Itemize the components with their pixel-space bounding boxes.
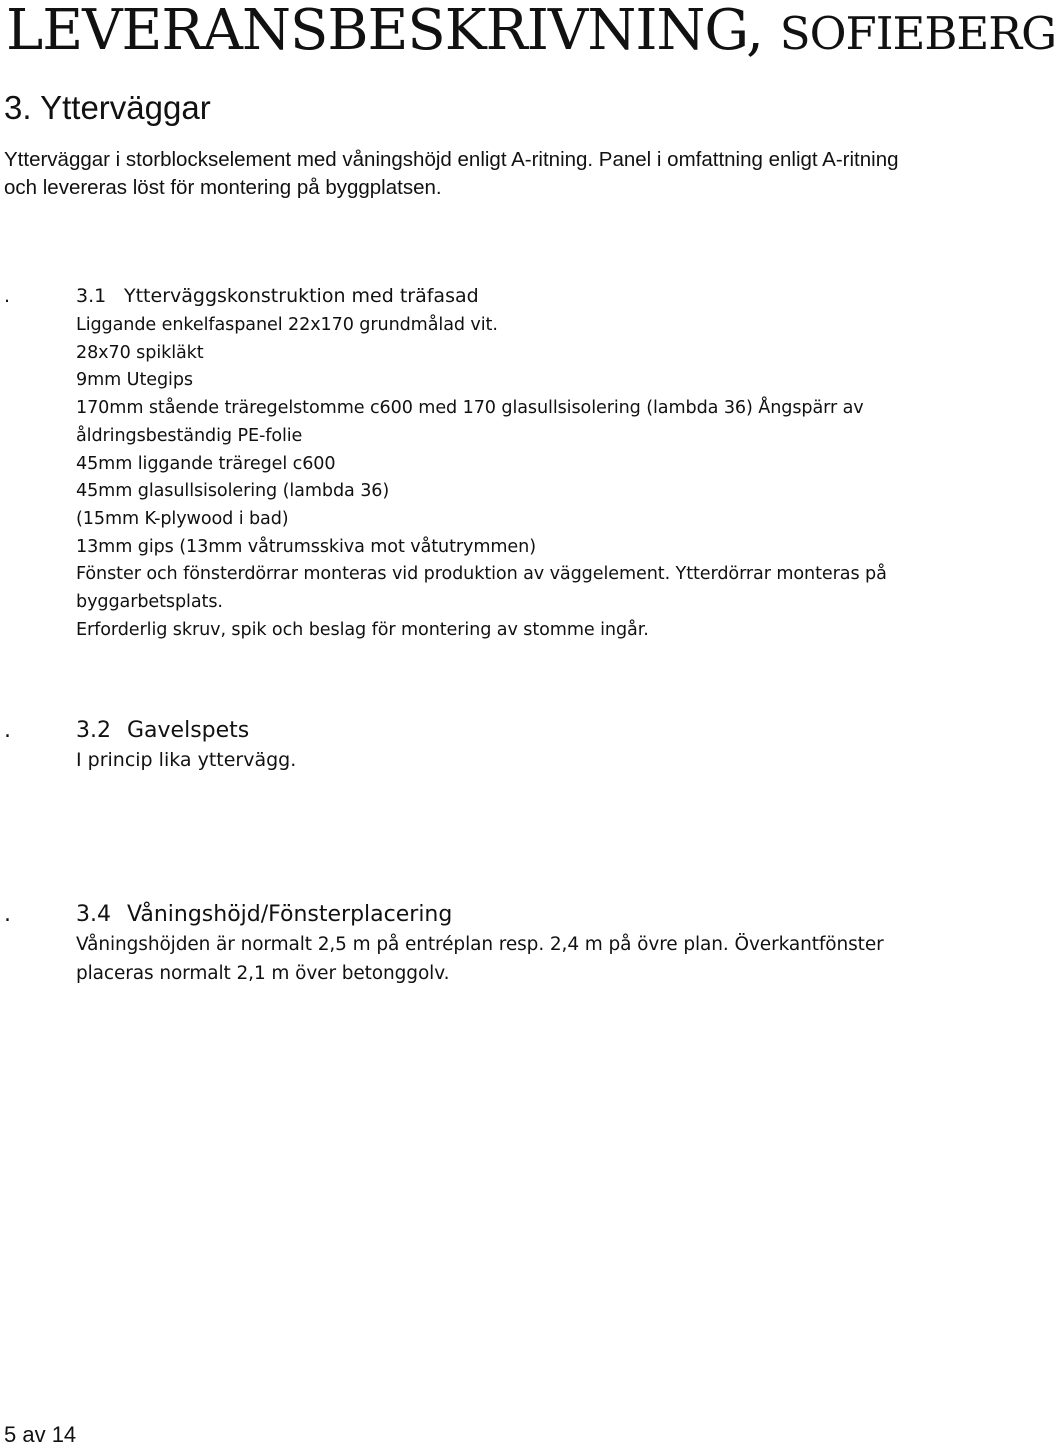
body-line: Erforderlig skruv, spik och beslag för montering av stomme ingår. [76, 619, 649, 640]
subsection-dot: . [4, 285, 11, 307]
subsection-heading [0, 900, 960, 930]
subsection-3-2 [0, 716, 960, 774]
subsection-dot: . [4, 902, 11, 927]
body-line: 170mm stående träregelstomme c600 med 170 glasullsisolering (lambda 36) Ångspärr av [76, 398, 864, 419]
page-number: 5 av 14 [4, 1422, 77, 1447]
body-line: byggarbetsplats. [76, 592, 223, 613]
subsection-heading [0, 716, 960, 746]
body-line: 13mm gips (13mm våtrumsskiva mot våtutrymmen) [76, 536, 536, 557]
section-heading: 3. Ytterväggar [4, 89, 211, 126]
subsection-heading [0, 282, 960, 312]
intro-line: och levereras löst för montering på byggplatsen. [4, 176, 442, 199]
subsection-number: 3.4 [76, 902, 111, 927]
section-intro [4, 146, 956, 202]
document-title-project: SOFIEBERG [779, 7, 1056, 60]
body-line: Våningshöjden är normalt 2,5 m på entréplan resp. 2,4 m på övre plan. Överkantfönster [76, 934, 884, 955]
body-line: 45mm glasullsisolering (lambda 36) [76, 481, 390, 502]
subsection-body [76, 930, 956, 988]
subsection-title: Ytterväggskonstruktion med träfasad [124, 285, 479, 307]
subsection-body [76, 312, 956, 644]
body-line: 28x70 spikläkt [76, 342, 204, 363]
body-line: åldringsbeständig PE-folie [76, 425, 303, 446]
subsection-number: 3.1 [76, 285, 107, 307]
body-line: (15mm K-plywood i bad) [76, 508, 289, 529]
body-line: 9mm Utegips [76, 370, 193, 391]
document-title-main: LEVERANSBESKRIVNING, [6, 0, 763, 63]
subsection-3-1 [0, 282, 960, 644]
body-line: I princip lika yttervägg. [76, 749, 297, 771]
body-line: placeras normalt 2,1 m över betonggolv. [76, 963, 450, 984]
subsection-dot: . [4, 718, 11, 743]
body-line: 45mm liggande träregel c600 [76, 453, 336, 474]
body-line: Fönster och fönsterdörrar monteras vid produktion av väggelement. Ytterdörrar monteras på [76, 564, 887, 585]
intro-line: Ytterväggar i storblockselement med våningshöjd enligt A-ritning. Panel i omfattning enligt A-ritning [4, 148, 899, 171]
subsection-title: Våningshöjd/Fönsterplacering [127, 902, 453, 927]
subsection-body [76, 746, 956, 774]
subsection-title: Gavelspets [127, 718, 250, 743]
subsection-number: 3.2 [76, 718, 111, 743]
document-title [6, 0, 1056, 65]
subsection-3-4 [0, 900, 960, 988]
body-line: Liggande enkelfaspanel 22x170 grundmålad vit. [76, 315, 498, 335]
